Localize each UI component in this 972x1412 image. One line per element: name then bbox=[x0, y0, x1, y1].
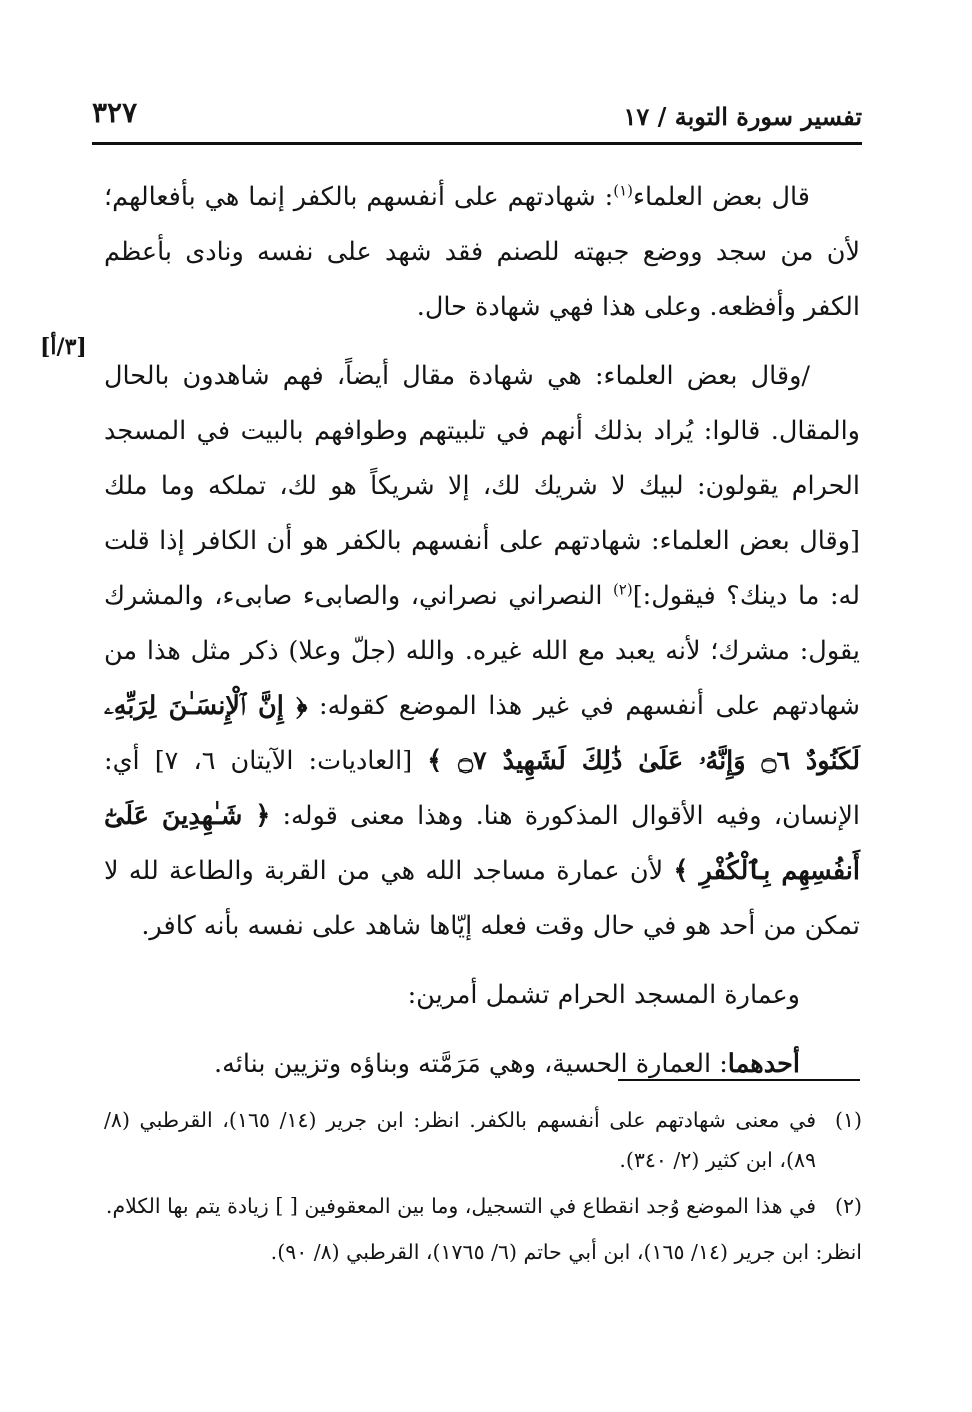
main-text bbox=[104, 170, 860, 1092]
footnote-rule bbox=[618, 1079, 860, 1081]
footnote-2: (٢)في هذا الموضع وُجد انقطاع في التسجيل، وما بين المعقوفين [ ] زيادة يتم بها الكلام. bbox=[105, 1194, 862, 1218]
footnote-ref-1: (١) bbox=[613, 181, 633, 200]
quran-quote-adiyat: ﴿ إِنَّ ٱلْإِنسَـٰنَ لِرَبِّهِۦ لَكَنُودٌ ۝٦ وَإِنَّهُۥ عَلَىٰ ذَٰلِكَ لَشَهِيدٌ ۝٧ ﴾ bbox=[104, 691, 861, 776]
page-header bbox=[92, 96, 862, 140]
manuscript-margin-ref: [٣/أ] bbox=[40, 334, 87, 360]
footnotes bbox=[104, 1100, 862, 1278]
header-rule bbox=[92, 142, 862, 145]
paragraph-3: وعمارة المسجد الحرام تشمل أمرين: bbox=[407, 980, 800, 1010]
paragraph-4: أحدهما: العمارة الحسية، وهي مَرَمَّته وبناؤه وتزيين بنائه. bbox=[214, 1049, 800, 1079]
footnote-ref-2: (٢) bbox=[612, 580, 633, 599]
footnote-2-continued: انظر: ابن جرير (١٤/ ١٦٥)، ابن أبي حاتم (٦/ ١٧٦٥)، القرطبي (٨/ ٩٠). bbox=[270, 1240, 862, 1264]
footnote-1: (١)في معنى شهادتهم على أنفسهم بالكفر. انظر: ابن جرير (١٤/ ١٦٥)، القرطبي (٨/ ٨٩)، ابن كثير (٢/ ٣٤٠). bbox=[104, 1108, 863, 1172]
term-first: أحدهما bbox=[727, 1049, 800, 1079]
paragraph-1: قال بعض العلماء$^{(١)}$: شهادتهم على أنفسهم بالكفر إنما هي بأفعالهم؛ لأن من سجد ووضع جبهته للصنم فقد شهد على نفسه ونادى بأعظم الكفر وأفظعه. وعلى هذا فهي شهادة حال. bbox=[104, 181, 860, 322]
page-number: ٣٢٧ bbox=[92, 96, 138, 129]
quran-quote-tawbah: ﴿ شَـٰهِدِينَ عَلَىٰٓ أَنفُسِهِم بِٱلْكُفْرِ ﴾ bbox=[104, 801, 860, 886]
running-title: تفسير سورة التوبة / ١٧ bbox=[623, 102, 862, 131]
paragraph-2: /وقال بعض العلماء: هي شهادة مقال أيضاً، فهم شاهدون بالحال والمقال. قالوا: يُراد بذلك أنهم في تلبيتهم وطوافهم بالبيت في المسجد الحرام يقولون: لبيك لا شريك لك، إلا شريكاً هو لك، تملكه وما ملك [وقال بعض العلماء: شهادتهم على أنفسهم بالكفر هو أن الكافر إذا قلت له: ما دينك؟ فيقول:]$^{(٢)}$ النصراني نصراني، والصابىء صابىء، والمشرك يقول: مشرك؛ لأنه يعبد مع الله غيره. والله (جلّ وعلا) ذكر مثل هذا من شهادتهم على أنفسهم في غير هذا الموضع كقوله: ﴿ إِنَّ ٱلْإِنسَـٰنَ لِرَبِّهِۦ لَكَنُودٌ ۝٦ وَإِنَّهُۥ عَلَىٰ ذَٰلِكَ لَشَهِيدٌ ۝٧ ﴾ [العاديات: الآيتان ٦، ٧] أي: الإنسان، وفيه الأقوال المذكورة هنا. وهذا معنى قوله: ﴿ شَـٰهِدِينَ عَلَىٰٓ أَنفُسِهِم بِٱلْكُفْرِ ﴾ لأن عمارة مساجد الله هي من القربة والطاعة لله لا تمكن من أحد هو في حال وقت فعله إيّاها شاهد على نفسه بأنه كافر. bbox=[104, 361, 861, 941]
